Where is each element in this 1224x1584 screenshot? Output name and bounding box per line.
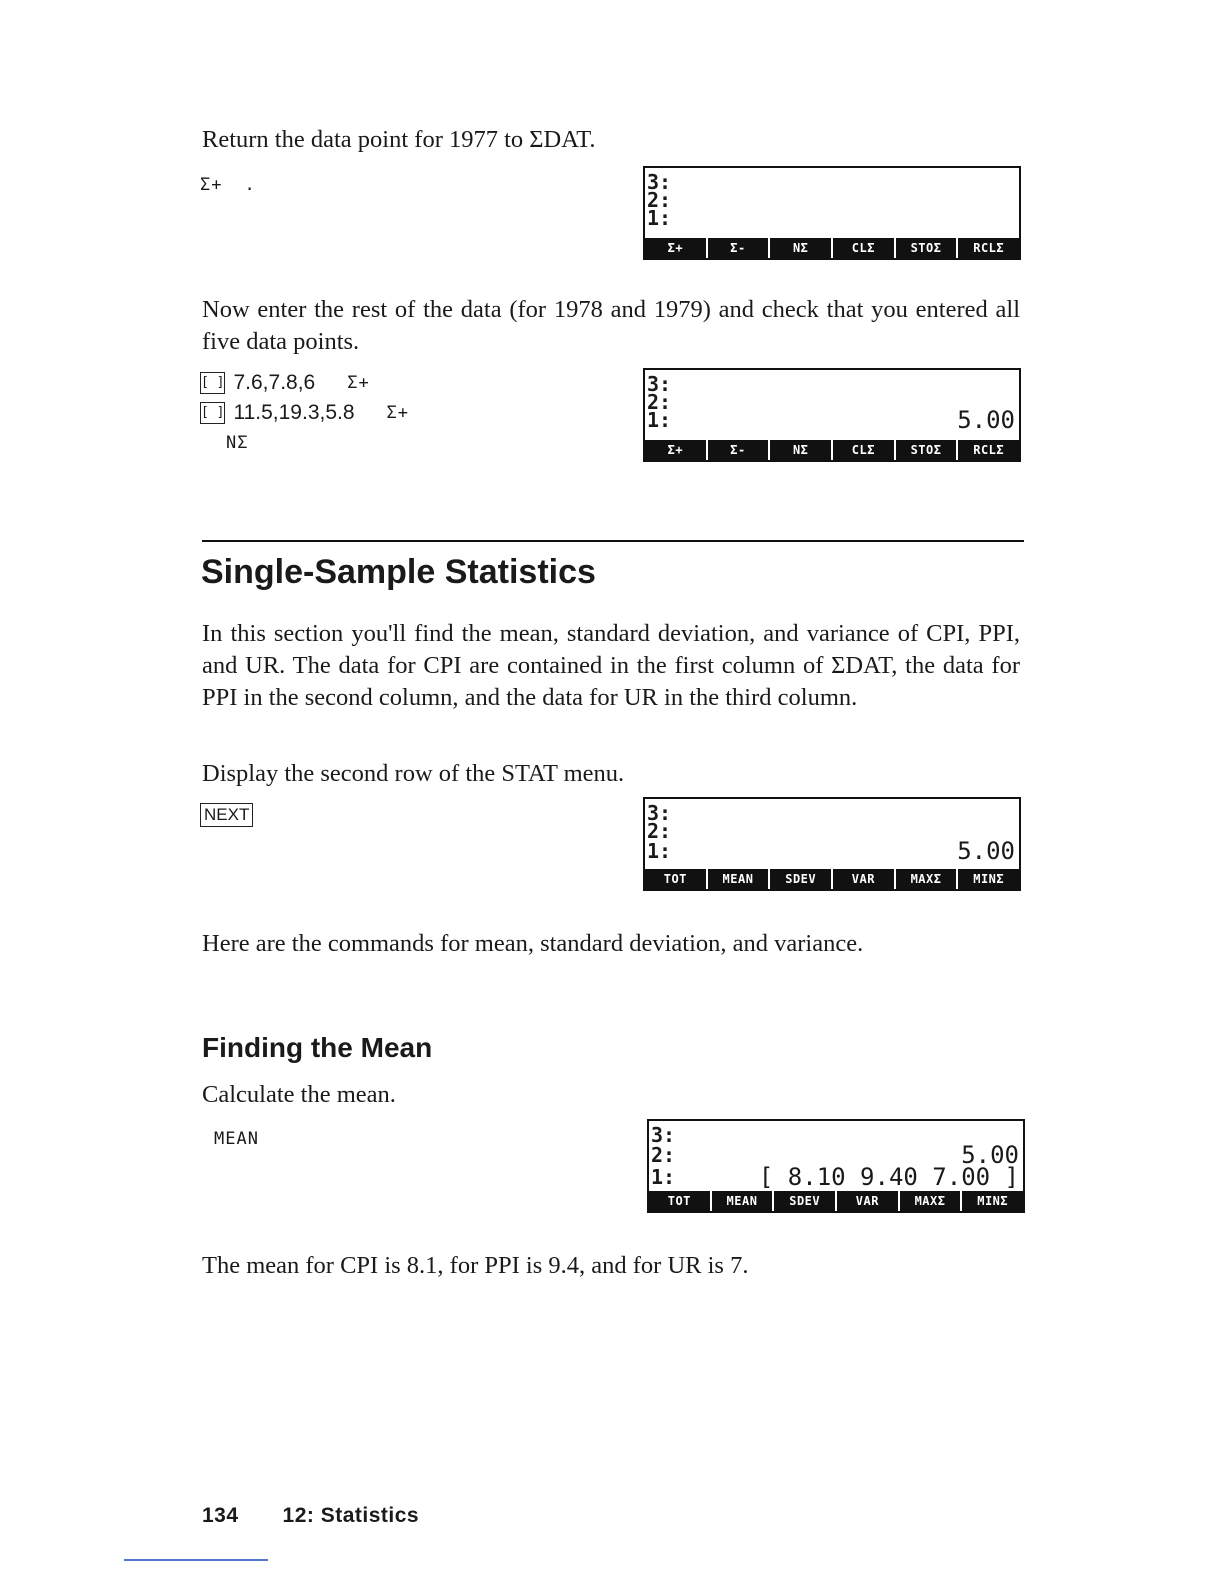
calculate-mean-text: Calculate the mean. — [202, 1081, 396, 1108]
mean-key: MEAN — [214, 1129, 259, 1149]
level-1-value: 5.00 — [957, 406, 1015, 434]
menu-label: Σ+ — [667, 443, 684, 457]
level-1-value: 5.00 — [957, 837, 1015, 865]
sigma-plus-key: Σ+ — [386, 403, 410, 423]
level-2-label: 2: — [651, 1143, 676, 1167]
level-3-label: 3: — [647, 170, 672, 194]
level-2-label: 2: — [647, 188, 672, 212]
level-1-label: 1: — [647, 839, 672, 863]
keystroke-list-4 — [200, 1124, 259, 1154]
n-sigma-key: NΣ — [226, 433, 249, 453]
menu-bar-stat-2 — [645, 869, 1019, 889]
section-intro-text: In this section you'll find the mean, standard deviation, and variance of CPI, PPI, and UR. The data for CPI are contained in the first column of ΣDAT, the data for PPI in the second column, and the data for UR in the third column. — [202, 620, 1020, 711]
menu-label: MAXΣ — [898, 1191, 961, 1211]
menu-label: SDEV — [772, 1191, 835, 1211]
intro-return-text: Return the data point for 1977 to ΣDAT. — [202, 126, 596, 153]
commands-text: Here are the commands for mean, standard deviation, and variance. — [202, 930, 864, 957]
menu-label: CLΣ — [831, 238, 894, 258]
section-rule — [202, 540, 1024, 542]
chapter-title: 12: Statistics — [282, 1504, 420, 1527]
menu-label: NΣ — [768, 238, 831, 258]
menu-label: CLΣ — [831, 440, 894, 460]
keystroke-list-3 — [200, 803, 261, 827]
level-3-label: 3: — [651, 1123, 676, 1147]
menu-label: Σ+ — [667, 241, 684, 255]
menu-label: MEAN — [706, 869, 769, 889]
sigma-plus-key: Σ+ — [347, 373, 370, 393]
menu-label: VAR — [831, 869, 894, 889]
level-1-label: 1: — [651, 1165, 676, 1189]
level-3-label: 3: — [647, 801, 672, 825]
level-3-label: 3: — [647, 372, 672, 396]
menu-label: MAXΣ — [894, 869, 957, 889]
calc-screen-2 — [643, 368, 1021, 462]
menu-label: MINΣ — [960, 1191, 1023, 1211]
menu-label: Σ- — [706, 238, 769, 258]
page-footer — [202, 1504, 419, 1528]
level-1-label: 1: — [647, 206, 672, 230]
dot-mark: . — [244, 175, 256, 195]
menu-label: VAR — [835, 1191, 898, 1211]
entry-1: 7.6,7.8,6 — [233, 371, 316, 394]
menu-label: STOΣ — [894, 440, 957, 460]
section-heading: Single-Sample Statistics — [201, 553, 596, 591]
bottom-divider — [124, 1559, 268, 1561]
entry-2: 11.5,19.3,5.8 — [233, 401, 355, 424]
menu-label: Σ- — [706, 440, 769, 460]
menu-label: STOΣ — [894, 238, 957, 258]
menu-label: SDEV — [768, 869, 831, 889]
level-2-label: 2: — [647, 390, 672, 414]
menu-bar-stat-1 — [645, 440, 1019, 460]
keystroke-list-2 — [200, 368, 409, 458]
menu-label: RCLΣ — [956, 440, 1019, 460]
calc-screen-4 — [647, 1119, 1025, 1213]
next-key: NEXT — [200, 803, 253, 827]
calc-screen-1 — [643, 166, 1021, 260]
subsection-heading: Finding the Mean — [202, 1032, 433, 1063]
menu-bar-stat-1 — [645, 238, 1019, 258]
intro-rest-text: Now enter the rest of the data (for 1978 and 1979) and check that you entered all five data points. — [202, 296, 1020, 355]
keystroke-list-1 — [200, 170, 256, 200]
level-2-value: 5.00 — [961, 1141, 1019, 1169]
page-number: 134 — [202, 1504, 239, 1527]
mean-result-text: The mean for CPI is 8.1, for PPI is 9.4, and for UR is 7. — [202, 1252, 749, 1279]
menu-bar-stat-2 — [649, 1191, 1023, 1211]
menu-label: TOT — [663, 872, 687, 886]
display-row-text: Display the second row of the STAT menu. — [202, 760, 625, 787]
calc-screen-3 — [643, 797, 1021, 891]
bracket-key: [ ] — [200, 372, 225, 394]
bracket-key: [ ] — [200, 402, 225, 424]
level-1-label: 1: — [647, 408, 672, 432]
menu-label: TOT — [667, 1194, 691, 1208]
menu-label: RCLΣ — [956, 238, 1019, 258]
menu-label: MEAN — [710, 1191, 773, 1211]
sigma-plus-key: Σ+ — [200, 175, 223, 195]
menu-label: NΣ — [768, 440, 831, 460]
menu-label: MINΣ — [956, 869, 1019, 889]
level-1-value: [ 8.10 9.40 7.00 ] — [758, 1163, 1019, 1191]
level-2-label: 2: — [647, 819, 672, 843]
